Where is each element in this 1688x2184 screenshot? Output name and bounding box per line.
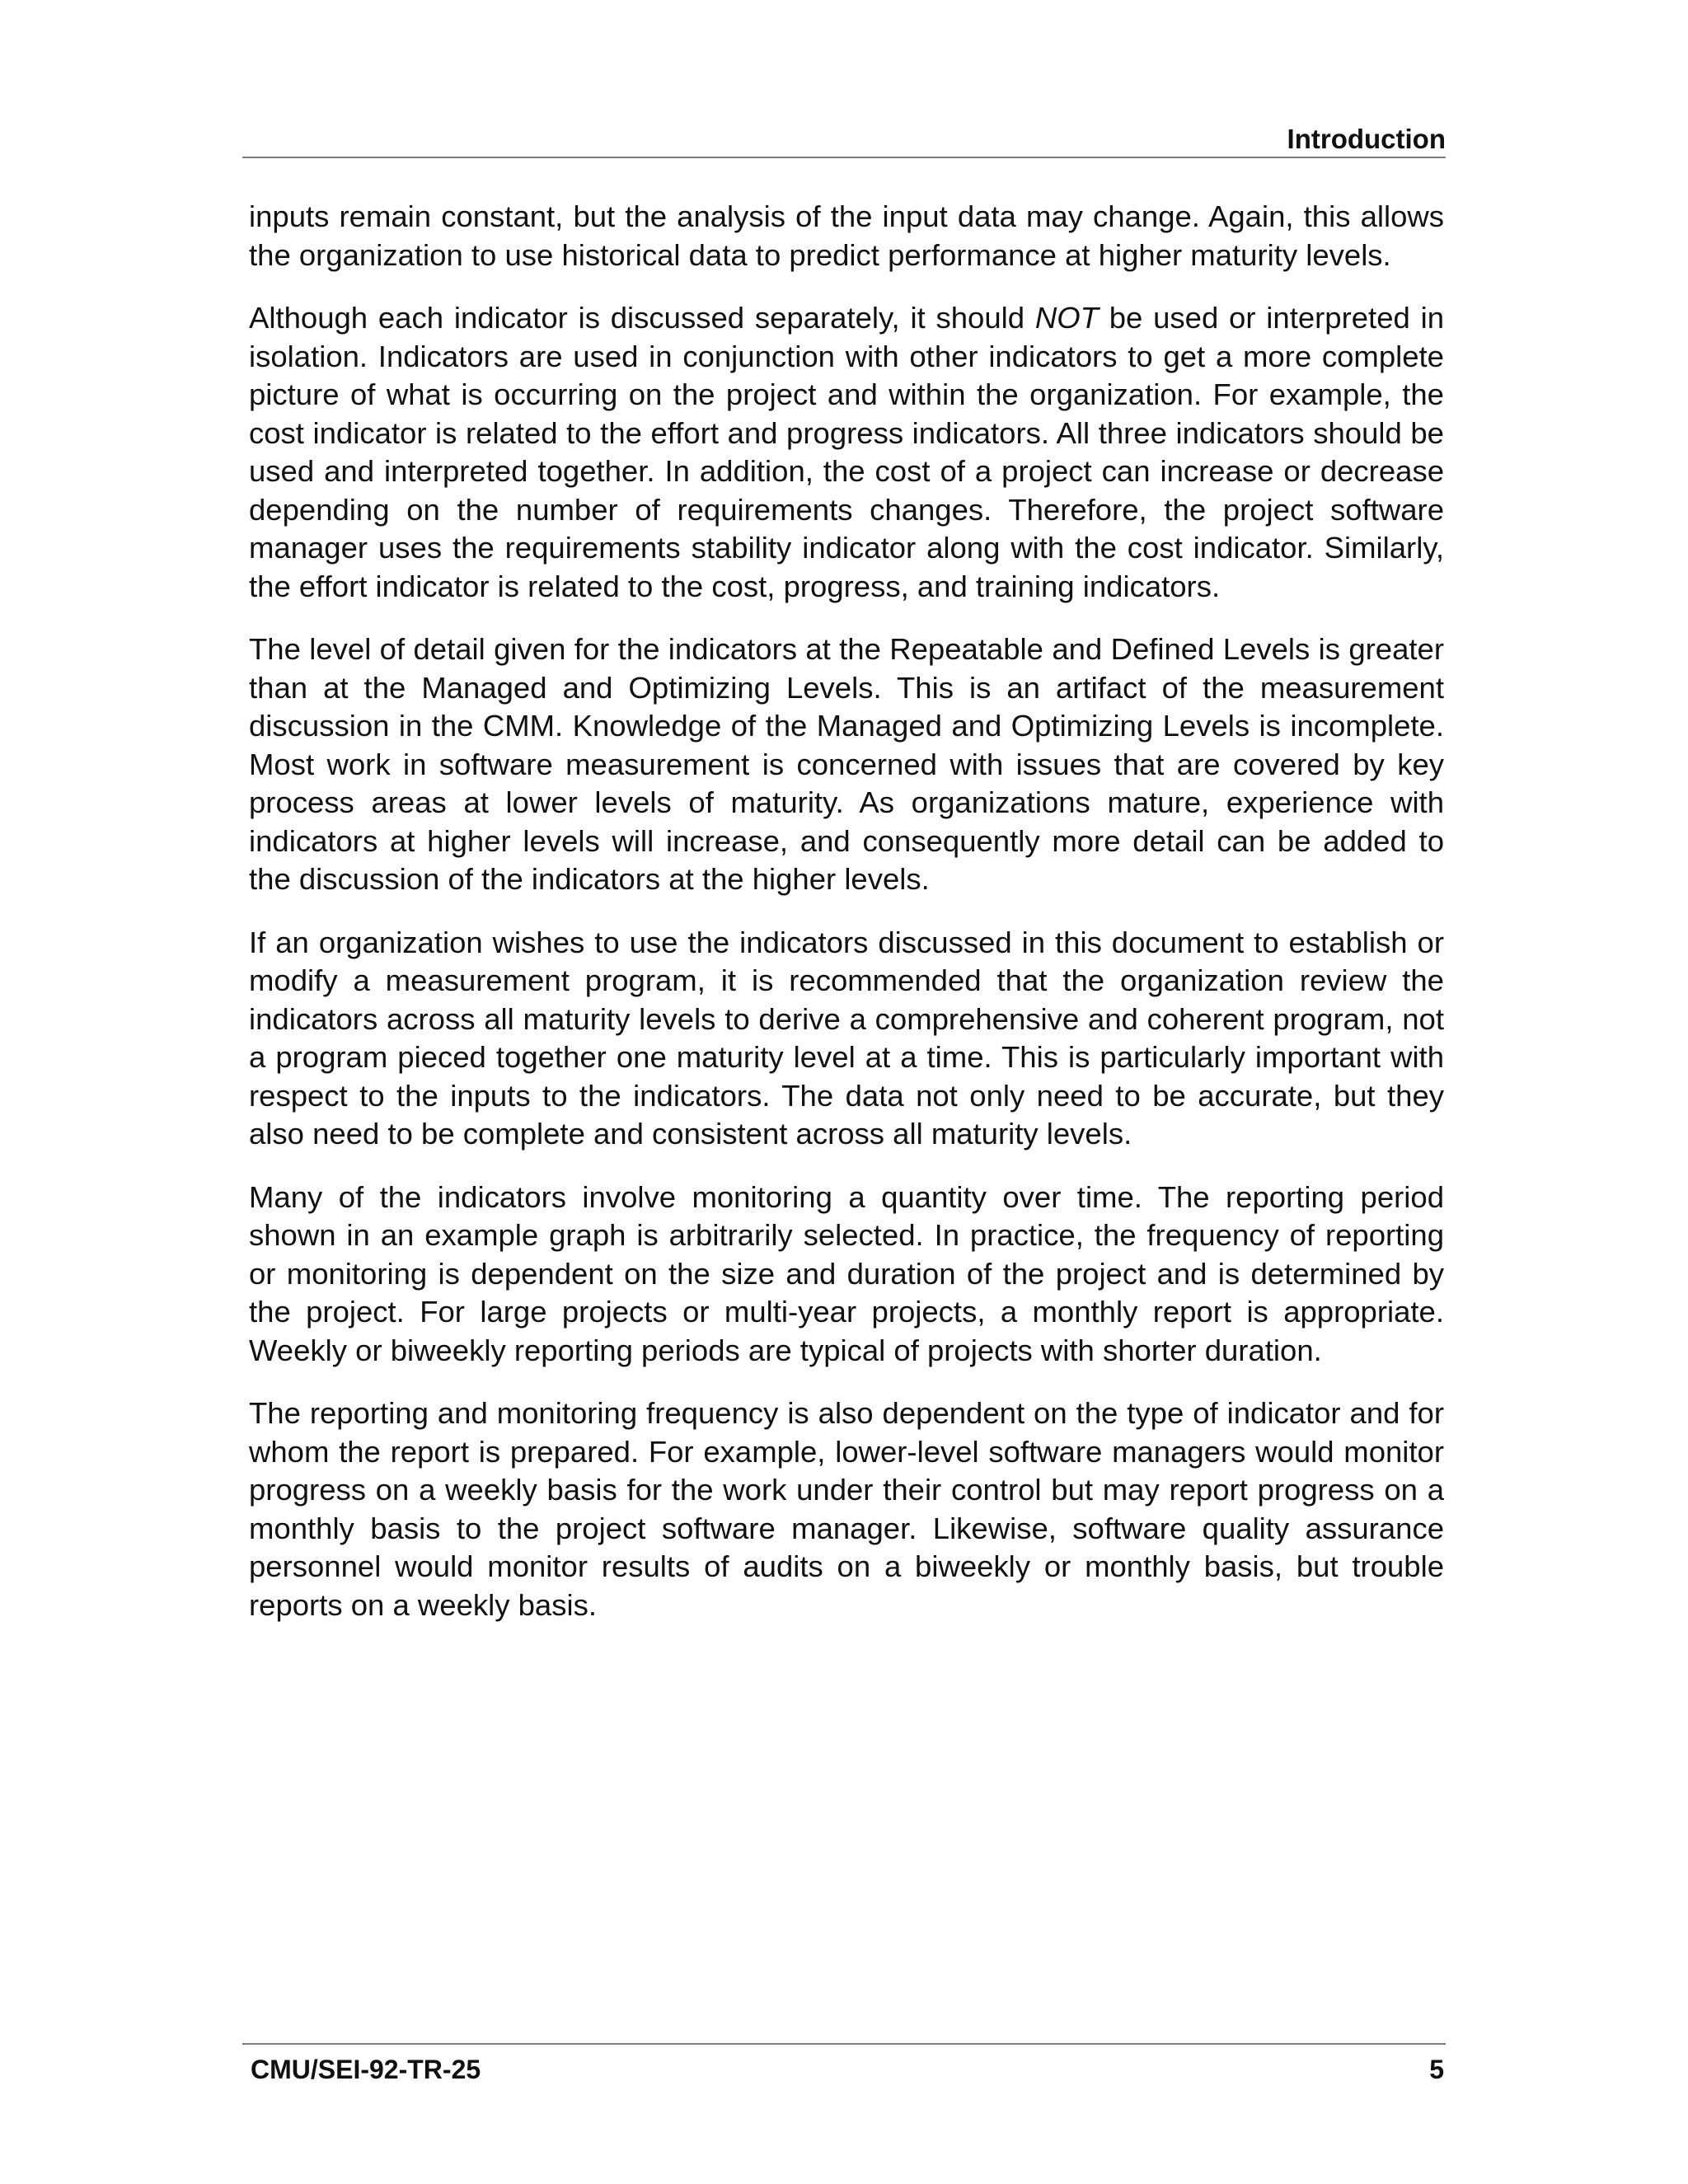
body-text xyxy=(249,198,1444,1649)
paragraph-2-end: be used or interpreted in isolation. Indicators are used in conjunction with other indicators to get a more complete picture of what is occurring on the project and within the organization. For example, the cost indicator is related to the effort and progress indicators. All three indicators should be used and interpreted together. In addition, the cost of a project can increase or decrease depending on the number of requirements changes. Therefore, the project software manager uses the requirements stability indicator along with the cost indicator. Similarly, the effort indicator is related to the cost, progress, and training indicators. xyxy=(249,301,1444,603)
paragraph-6: The reporting and monitoring frequency is also dependent on the type of indicator and for whom the report is prepared. For example, lower-level software managers would monitor progress on a weekly basis for the work under their control but may report progress on a monthly basis to the project software manager. Likewise, software quality assurance personnel would monitor results of audits on a biweekly or monthly basis, but trouble reports on a weekly basis. xyxy=(249,1396,1444,1622)
report-id: CMU/SEI-92-TR-25 xyxy=(251,2055,481,2084)
page-number: 5 xyxy=(1429,2055,1444,2084)
paragraph-2 xyxy=(249,299,1444,606)
paragraph-2-start: Although each indicator is discussed separately, it should xyxy=(249,301,1035,335)
page-header xyxy=(242,122,1446,158)
paragraph-2-emphasis: NOT xyxy=(1034,301,1099,335)
paragraph-3: The level of detail given for the indicators at the Repeatable and Defined Levels is greater than at the Managed and Optimizing Levels. This is an artifact of the measurement discussion in the CMM. Knowledge of the Managed and Optimizing Levels is incomplete. Most work in software measurement is concerned with issues that are covered by key process areas at lower levels of maturity. As organizations mature, experience with indicators at higher levels will increase, and consequently more detail can be added to the discussion of the indicators at the higher levels. xyxy=(249,632,1444,896)
paragraph-1: inputs remain constant, but the analysis of the input data may change. Again, this allows the organization to use historical data to predict performance at higher maturity levels. xyxy=(249,199,1444,272)
page-footer xyxy=(242,2043,1446,2094)
paragraph-5: Many of the indicators involve monitoring a quantity over time. The reporting period shown in an example graph is arbitrarily selected. In practice, the frequency of reporting or monitoring is dependent on the size and duration of the project and is determined by the project. For large projects or multi-year projects, a monthly report is appropriate. Weekly or biweekly reporting periods are typical of projects with shorter duration. xyxy=(249,1179,1444,1367)
paragraph-4: If an organization wishes to use the indicators discussed in this document to establish or modify a measurement program, it is recommended that the organization review the indicators across all maturity levels to derive a comprehensive and coherent program, not a program pieced together one maturity level at a time. This is particularly important with respect to the inputs to the indicators. The data not only need to be accurate, but they also need to be complete and consistent across all maturity levels. xyxy=(249,925,1444,1151)
section-title: Introduction xyxy=(1287,124,1446,154)
